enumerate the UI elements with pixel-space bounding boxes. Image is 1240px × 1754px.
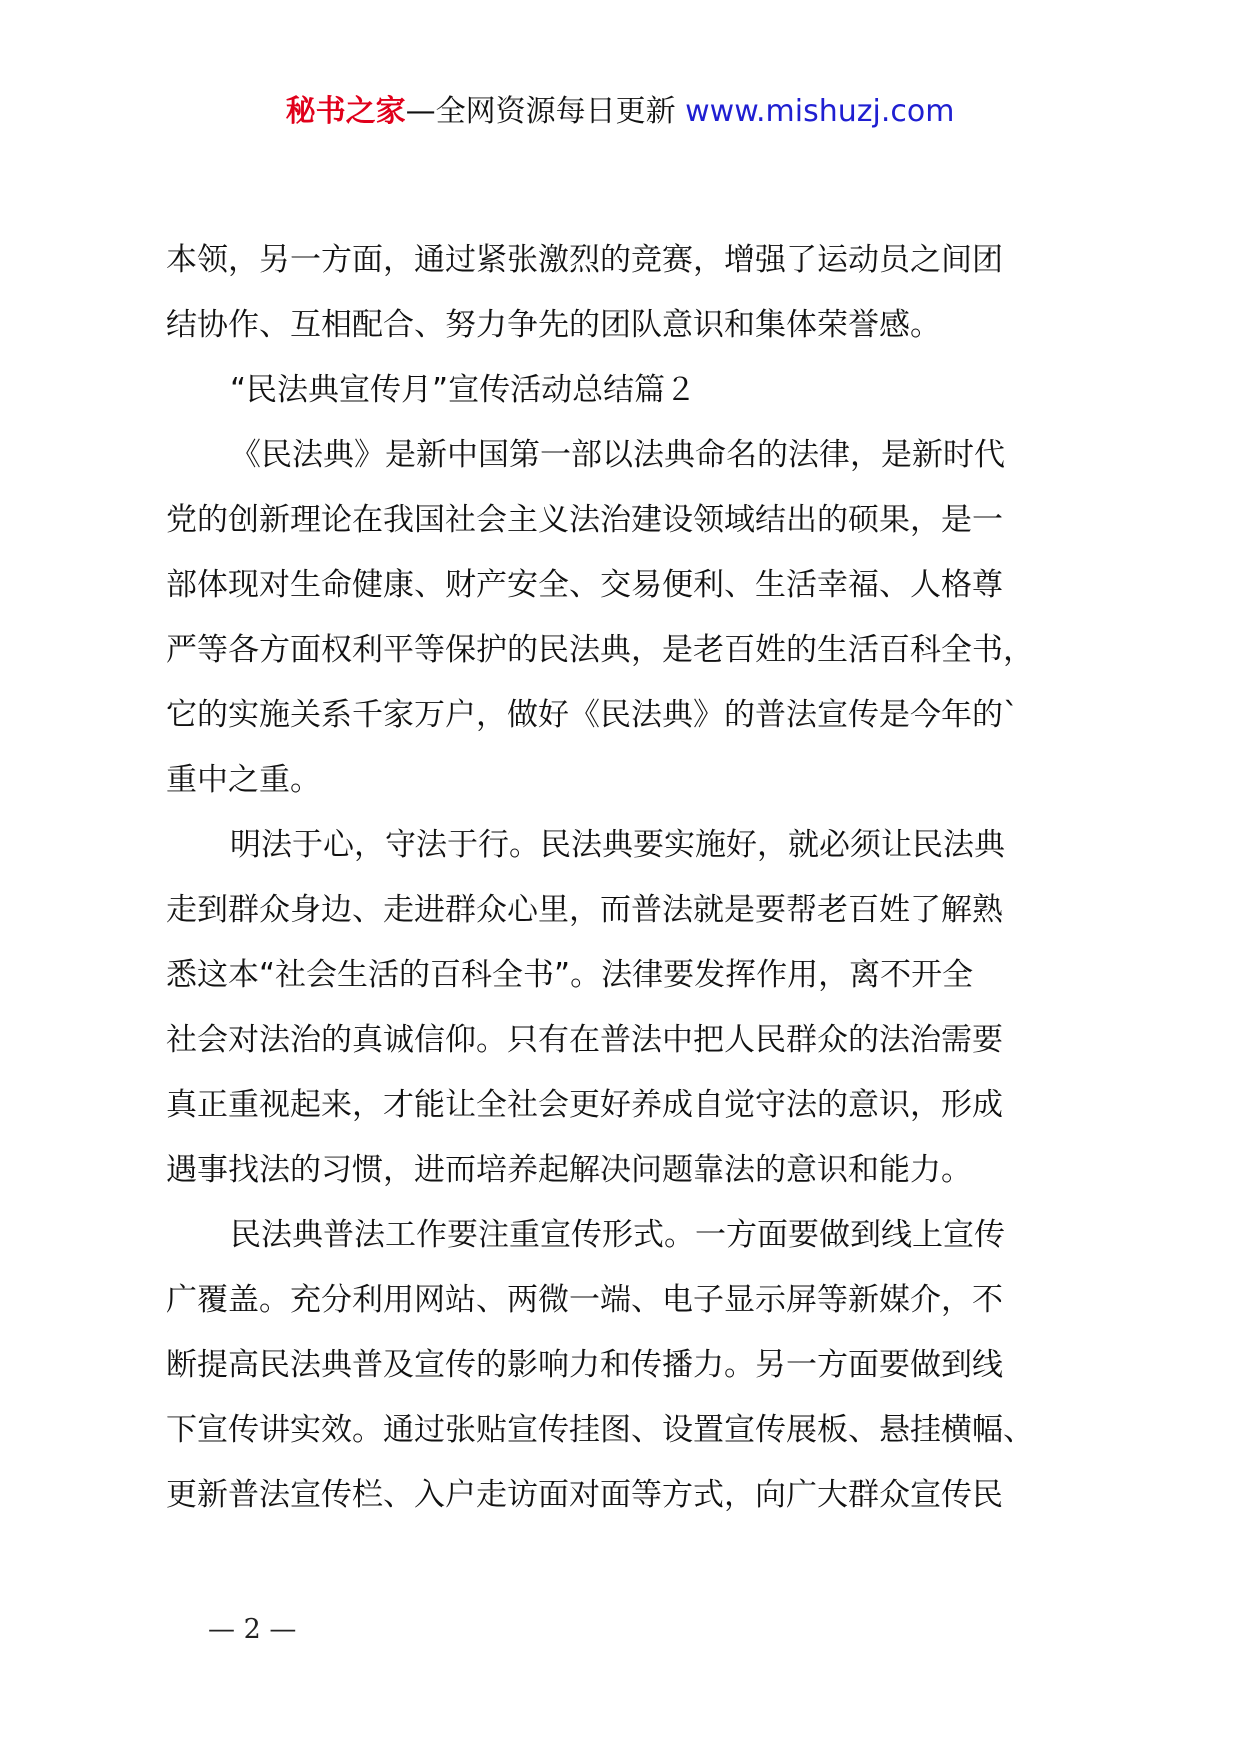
text-line: 结协作、互相配合、努力争先的团队意识和集体荣誉感。 xyxy=(166,307,941,343)
site-header xyxy=(0,92,1240,132)
text-line: 党的创新理论在我国社会主义法治建设领域结出的硕果，是一 xyxy=(166,502,1003,538)
text-line: 下宣传讲实效。通过张贴宣传挂图、设置宣传展板、悬挂横幅、 xyxy=(166,1412,1034,1448)
brand-name: 秘书之家 xyxy=(285,94,406,129)
text-line: 《民法典》是新中国第一部以法典命名的法律，是新时代 xyxy=(230,437,1005,473)
text-line: 广覆盖。充分利用网站、两微一端、电子显示屏等新媒介，不 xyxy=(166,1282,1003,1318)
text-line: 它的实施关系千家万户，做好《民法典》的普法宣传是今年的` xyxy=(166,697,1019,733)
text-line: 断提高民法典普及宣传的影响力和传播力。另一方面要做到线 xyxy=(166,1347,1003,1383)
text-line: 严等各方面权利平等保护的民法典，是老百姓的生活百科全书， xyxy=(166,632,1034,668)
text-line: 更新普法宣传栏、入户走访面对面等方式，向广大群众宣传民 xyxy=(166,1477,1003,1513)
text-line: 遇事找法的习惯，进而培养起解决问题靠法的意识和能力。 xyxy=(166,1152,972,1188)
section-heading: “民法典宣传月”宣传活动总结篇２ xyxy=(230,372,697,408)
text-line: 民法典普法工作要注重宣传形式。一方面要做到线上宣传 xyxy=(230,1217,1005,1253)
text-line: 真正重视起来，才能让全社会更好养成自觉守法的意识，形成 xyxy=(166,1087,1003,1123)
text-line: 社会对法治的真诚信仰。只有在普法中把人民群众的法治需要 xyxy=(166,1022,1003,1058)
header-tagline: —全网资源每日更新 xyxy=(405,94,676,129)
text-line: 走到群众身边、走进群众心里，而普法就是要帮老百姓了解熟 xyxy=(166,892,1003,928)
text-line: 本领，另一方面，通过紧张激烈的竞赛，增强了运动员之间团 xyxy=(166,242,1003,278)
text-line: 明法于心，守法于行。民法典要实施好，就必须让民法典 xyxy=(230,827,1005,863)
page-number: — 2 — xyxy=(208,1614,297,1645)
text-line: 部体现对生命健康、财产安全、交易便利、生活幸福、人格尊 xyxy=(166,567,1003,603)
text-line: 重中之重。 xyxy=(166,762,321,798)
text-line: 悉这本“社会生活的百科全书”。法律要发挥作用，离不开全 xyxy=(166,957,974,993)
document-body xyxy=(166,238,1106,1538)
site-url-link[interactable]: www.mishuzj.com xyxy=(685,94,955,129)
